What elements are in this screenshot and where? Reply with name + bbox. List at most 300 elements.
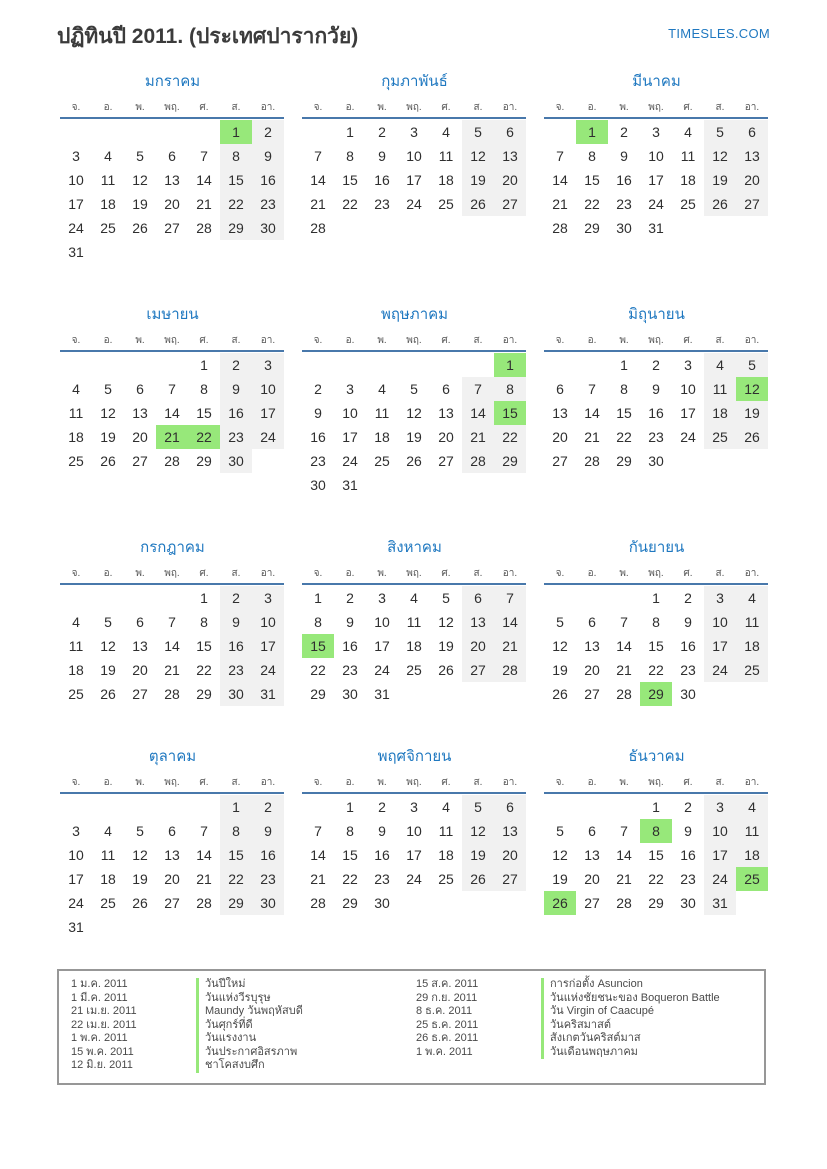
day-header: อา. — [744, 102, 760, 113]
calendar-day-cell: 11 — [374, 405, 390, 421]
site-link[interactable]: TIMESLES.COM — [668, 26, 770, 41]
legend-date: 12 มิ.ย. 2011 — [71, 1059, 133, 1071]
calendar-day-cell: 16 — [680, 847, 696, 863]
calendar-day-cell: 16 — [374, 847, 390, 863]
day-header: จ. — [71, 102, 81, 113]
calendar-day-cell: 18 — [100, 871, 116, 887]
day-header-row — [60, 775, 284, 794]
legend-holiday-name: วัน Virgin of Caacupé — [541, 1005, 654, 1019]
calendar-day-cell: 19 — [462, 843, 494, 867]
calendar-day-cell: 21 — [584, 429, 600, 445]
calendar-day-cell: 24 — [406, 196, 422, 212]
calendar-day-cell: 19 — [462, 168, 494, 192]
calendar-day-cell: 29 — [196, 686, 212, 702]
month-days — [60, 353, 284, 473]
calendar-day-cell: 4 — [684, 124, 692, 140]
calendar-day-cell: 21 — [616, 662, 632, 678]
calendar-day-cell: 21 — [156, 425, 188, 449]
day-header: ศ. — [199, 777, 209, 788]
calendar-day-cell: 17 — [406, 172, 422, 188]
calendar-day-cell: 30 — [680, 686, 696, 702]
calendar-day-cell: 12 — [736, 377, 768, 401]
calendar-day-cell: 28 — [462, 449, 494, 473]
calendar-day-cell: 14 — [616, 847, 632, 863]
calendar-day-cell: 26 — [100, 686, 116, 702]
day-header-row — [60, 100, 284, 119]
day-header: พ. — [135, 335, 145, 346]
calendar-day-cell: 17 — [374, 638, 390, 654]
calendar-day-cell: 30 — [374, 895, 390, 911]
calendar-day-cell: 8 — [588, 148, 596, 164]
calendar-day-cell: 9 — [378, 148, 386, 164]
calendar-day-cell: 2 — [252, 120, 284, 144]
month-title: มิถุนายน — [628, 306, 685, 323]
day-header: พฤ. — [406, 777, 422, 788]
calendar-day-cell: 23 — [680, 871, 696, 887]
calendar-day-cell: 5 — [136, 823, 144, 839]
calendar-day-cell: 23 — [374, 196, 390, 212]
day-header: อ. — [587, 568, 597, 579]
day-header: พฤ. — [164, 335, 180, 346]
calendar-day-cell: 21 — [310, 196, 326, 212]
day-header-row — [60, 333, 284, 352]
day-header: ส. — [715, 102, 725, 113]
calendar-day-cell: 14 — [552, 172, 568, 188]
calendar-day-cell: 5 — [556, 614, 564, 630]
empty-cell — [302, 795, 334, 819]
month-days — [302, 353, 526, 497]
month-block — [539, 69, 774, 240]
day-header: อ. — [103, 777, 113, 788]
calendar-day-cell: 16 — [342, 638, 358, 654]
calendar-day-cell: 2 — [378, 124, 386, 140]
empty-cell — [124, 586, 156, 610]
day-header: ศ. — [441, 102, 451, 113]
month-days — [302, 795, 526, 915]
calendar-day-cell: 8 — [200, 381, 208, 397]
day-header: พฤ. — [406, 568, 422, 579]
month-block — [297, 302, 532, 497]
month-block — [55, 535, 290, 706]
calendar-day-cell: 2 — [346, 590, 354, 606]
calendar-day-cell: 17 — [342, 429, 358, 445]
calendar-day-cell: 16 — [220, 634, 252, 658]
day-header: อ. — [345, 335, 355, 346]
calendar-day-cell: 5 — [104, 614, 112, 630]
calendar-day-cell: 4 — [704, 353, 736, 377]
calendar-day-cell: 13 — [132, 638, 148, 654]
calendar-day-cell: 12 — [132, 847, 148, 863]
calendar-day-cell: 15 — [342, 847, 358, 863]
legend-date: 22 เม.ย. 2011 — [71, 1018, 137, 1031]
calendar-day-cell: 28 — [584, 453, 600, 469]
legend-item — [71, 1005, 416, 1019]
calendar-day-cell: 26 — [462, 192, 494, 216]
legend-date: 25 ธ.ค. 2011 — [416, 1018, 479, 1031]
calendar-day-cell: 15 — [196, 638, 212, 654]
legend-holiday-name: วันประกาศอิสรภาพ — [196, 1046, 297, 1060]
day-header: พฤ. — [406, 335, 422, 346]
month-title: กันยายน — [628, 539, 685, 556]
calendar-day-cell: 18 — [374, 429, 390, 445]
legend-item — [416, 1046, 756, 1060]
calendar-day-cell: 9 — [220, 377, 252, 401]
calendar-day-cell: 29 — [196, 453, 212, 469]
calendar-day-cell: 28 — [616, 895, 632, 911]
legend-holiday-name: วันแรงงาน — [196, 1032, 256, 1046]
month-days — [60, 120, 284, 264]
calendar-day-cell: 8 — [620, 381, 628, 397]
calendar-day-cell: 23 — [220, 425, 252, 449]
calendar-day-cell: 4 — [442, 124, 450, 140]
calendar-day-cell: 11 — [100, 172, 116, 188]
day-header: ส. — [231, 102, 241, 113]
calendar-day-cell: 24 — [648, 196, 664, 212]
calendar-day-cell: 14 — [164, 405, 180, 421]
empty-cell — [92, 795, 124, 819]
calendar-day-cell: 7 — [200, 823, 208, 839]
day-header-row — [60, 566, 284, 585]
day-header: พ. — [377, 568, 387, 579]
calendar-day-cell: 18 — [680, 172, 696, 188]
empty-cell — [608, 795, 640, 819]
calendar-day-cell: 4 — [378, 381, 386, 397]
calendar-day-cell: 23 — [252, 192, 284, 216]
calendar-day-cell: 31 — [648, 220, 664, 236]
calendar-day-cell: 7 — [314, 148, 322, 164]
calendar-day-cell: 2 — [652, 357, 660, 373]
day-header: ส. — [473, 335, 483, 346]
calendar-day-cell: 10 — [680, 381, 696, 397]
day-header: พ. — [619, 335, 629, 346]
empty-cell — [92, 586, 124, 610]
calendar-day-cell: 2 — [378, 799, 386, 815]
calendar-day-cell: 29 — [220, 216, 252, 240]
calendar-day-cell: 11 — [438, 148, 454, 164]
calendar-day-cell: 10 — [704, 610, 736, 634]
legend-date: 1 มี.ค. 2011 — [71, 991, 128, 1004]
calendar-day-cell: 31 — [68, 244, 84, 260]
legend-holiday-name: วันปีใหม่ — [196, 978, 246, 992]
legend-holiday-name: วันเดือนพฤษภาคม — [541, 1046, 638, 1060]
calendar-day-cell: 12 — [462, 144, 494, 168]
empty-cell — [544, 795, 576, 819]
calendar-day-cell: 4 — [736, 795, 768, 819]
day-header: พ. — [135, 102, 145, 113]
calendar-day-cell: 29 — [640, 682, 672, 706]
empty-cell — [576, 353, 608, 377]
day-header: ส. — [473, 777, 483, 788]
day-header-row — [544, 775, 768, 794]
calendar-day-cell: 28 — [164, 453, 180, 469]
day-header: ส. — [473, 102, 483, 113]
calendar-day-cell: 13 — [438, 405, 454, 421]
calendar-day-cell: 21 — [196, 871, 212, 887]
calendar-day-cell: 5 — [462, 120, 494, 144]
day-header: อา. — [744, 335, 760, 346]
day-header: จ. — [313, 102, 323, 113]
day-header: จ. — [313, 777, 323, 788]
calendar-day-cell: 6 — [442, 381, 450, 397]
calendar-day-cell: 22 — [310, 662, 326, 678]
calendar-day-cell: 26 — [438, 662, 454, 678]
calendar-day-cell: 12 — [132, 172, 148, 188]
calendar-day-cell: 13 — [132, 405, 148, 421]
calendar-day-cell: 7 — [494, 586, 526, 610]
day-header-row — [302, 775, 526, 794]
empty-cell — [124, 120, 156, 144]
day-header: พฤ. — [406, 102, 422, 113]
calendar-day-cell: 10 — [252, 377, 284, 401]
empty-cell — [576, 586, 608, 610]
calendar-day-cell: 23 — [342, 662, 358, 678]
calendar-day-cell: 17 — [680, 405, 696, 421]
day-header: พฤ. — [164, 777, 180, 788]
calendar-day-cell: 9 — [652, 381, 660, 397]
calendar-day-cell: 21 — [616, 871, 632, 887]
legend-item — [416, 1005, 756, 1019]
month-block — [55, 69, 290, 264]
calendar-day-cell: 3 — [72, 148, 80, 164]
calendar-day-cell: 2 — [620, 124, 628, 140]
month-block — [297, 535, 532, 706]
day-header: อา. — [502, 777, 518, 788]
day-header: จ. — [71, 568, 81, 579]
calendar-day-cell: 28 — [196, 895, 212, 911]
calendar-day-cell: 6 — [588, 823, 596, 839]
empty-cell — [92, 353, 124, 377]
calendar-day-cell: 7 — [168, 614, 176, 630]
calendar-day-cell: 22 — [188, 425, 220, 449]
calendar-day-cell: 18 — [704, 401, 736, 425]
calendar-day-cell: 1 — [576, 120, 608, 144]
day-header: พฤ. — [648, 568, 664, 579]
calendar-day-cell: 7 — [314, 823, 322, 839]
month-days — [544, 353, 768, 473]
calendar-day-cell: 28 — [164, 686, 180, 702]
calendar-day-cell: 24 — [342, 453, 358, 469]
empty-cell — [156, 795, 188, 819]
empty-cell — [544, 353, 576, 377]
calendar-day-cell: 11 — [100, 847, 116, 863]
day-header: ศ. — [683, 102, 693, 113]
calendar-day-cell: 6 — [136, 614, 144, 630]
empty-cell — [60, 586, 92, 610]
calendar-day-cell: 1 — [346, 799, 354, 815]
calendar-day-cell: 14 — [310, 172, 326, 188]
calendar-day-cell: 22 — [196, 662, 212, 678]
calendar-day-cell: 30 — [220, 682, 252, 706]
calendar-day-cell: 26 — [406, 453, 422, 469]
calendar-day-cell: 12 — [552, 638, 568, 654]
day-header: ศ. — [199, 335, 209, 346]
legend-item — [71, 992, 416, 1006]
month-days — [60, 795, 284, 939]
calendar-day-cell: 14 — [462, 401, 494, 425]
calendar-day-cell: 14 — [616, 638, 632, 654]
calendar-day-cell: 24 — [704, 867, 736, 891]
calendar-day-cell: 25 — [374, 453, 390, 469]
calendar-day-cell: 11 — [68, 405, 84, 421]
month-block — [539, 744, 774, 915]
empty-cell — [576, 795, 608, 819]
calendar-day-cell: 25 — [68, 686, 84, 702]
calendar-day-cell: 27 — [132, 453, 148, 469]
day-header: จ. — [555, 102, 565, 113]
calendar-day-cell: 20 — [584, 871, 600, 887]
day-header: อ. — [103, 102, 113, 113]
legend-item — [71, 1059, 416, 1073]
month-days — [302, 120, 526, 240]
calendar-day-cell: 10 — [704, 819, 736, 843]
calendar-day-cell: 14 — [196, 172, 212, 188]
calendar-day-cell: 24 — [68, 895, 84, 911]
calendar-day-cell: 27 — [584, 895, 600, 911]
calendar-day-cell: 16 — [680, 638, 696, 654]
month-title: พฤษภาคม — [380, 306, 449, 323]
calendar-day-cell: 13 — [584, 847, 600, 863]
calendar-day-cell: 19 — [132, 871, 148, 887]
calendar-day-cell: 31 — [374, 686, 390, 702]
day-header: พ. — [619, 568, 629, 579]
calendar-day-cell: 4 — [104, 823, 112, 839]
calendar-day-cell: 27 — [494, 867, 526, 891]
day-header: ส. — [231, 568, 241, 579]
calendar-day-cell: 17 — [648, 172, 664, 188]
calendar-day-cell: 18 — [68, 429, 84, 445]
calendar-day-cell: 19 — [132, 196, 148, 212]
calendar-day-cell: 19 — [100, 662, 116, 678]
month-title: กุมภาพันธ์ — [381, 73, 448, 90]
calendar-day-cell: 17 — [704, 634, 736, 658]
calendar-day-cell: 21 — [494, 634, 526, 658]
calendar-day-cell: 16 — [648, 405, 664, 421]
empty-cell — [124, 795, 156, 819]
legend-date: 8 ธ.ค. 2011 — [416, 1005, 473, 1017]
calendar-day-cell: 9 — [252, 144, 284, 168]
calendar-day-cell: 3 — [378, 590, 386, 606]
calendar-day-cell: 22 — [616, 429, 632, 445]
calendar-day-cell: 20 — [494, 168, 526, 192]
calendar-day-cell: 7 — [620, 823, 628, 839]
calendar-day-cell: 13 — [494, 144, 526, 168]
calendar-day-cell: 22 — [220, 192, 252, 216]
empty-cell — [156, 120, 188, 144]
calendar-day-cell: 17 — [68, 871, 84, 887]
calendar-day-cell: 15 — [648, 638, 664, 654]
empty-cell — [156, 353, 188, 377]
day-header: ศ. — [441, 335, 451, 346]
month-title: เมษายน — [146, 306, 199, 323]
calendar-day-cell: 4 — [104, 148, 112, 164]
calendar-day-cell: 3 — [72, 823, 80, 839]
calendar-day-cell: 6 — [588, 614, 596, 630]
calendar-day-cell: 9 — [314, 405, 322, 421]
day-header: อ. — [587, 102, 597, 113]
calendar-day-cell: 16 — [616, 172, 632, 188]
month-title: มกราคม — [144, 73, 201, 90]
calendar-day-cell: 29 — [616, 453, 632, 469]
calendar-day-cell: 14 — [164, 638, 180, 654]
day-header: ศ. — [683, 777, 693, 788]
calendar-day-cell: 15 — [220, 843, 252, 867]
calendar-day-cell: 23 — [220, 658, 252, 682]
day-header: ส. — [715, 777, 725, 788]
calendar-day-cell: 11 — [68, 638, 84, 654]
calendar-day-cell: 12 — [100, 405, 116, 421]
day-header: จ. — [555, 335, 565, 346]
calendar-day-cell: 2 — [314, 381, 322, 397]
day-header: อ. — [103, 568, 113, 579]
calendar-day-cell: 29 — [310, 686, 326, 702]
calendar-day-cell: 23 — [252, 867, 284, 891]
calendar-day-cell: 12 — [406, 405, 422, 421]
calendar-day-cell: 13 — [584, 638, 600, 654]
calendar-day-cell: 13 — [736, 144, 768, 168]
calendar-day-cell: 20 — [164, 871, 180, 887]
calendar-day-cell: 24 — [68, 220, 84, 236]
legend-holiday-name: วันคริสมาสต์ — [541, 1019, 611, 1033]
day-header: ศ. — [199, 102, 209, 113]
calendar-day-cell: 11 — [438, 823, 454, 839]
calendar-day-cell: 21 — [196, 196, 212, 212]
calendar-day-cell: 9 — [684, 823, 692, 839]
day-header: จ. — [71, 335, 81, 346]
day-header: พ. — [135, 568, 145, 579]
legend-item — [71, 1032, 416, 1046]
calendar-day-cell: 13 — [462, 610, 494, 634]
calendar-day-cell: 17 — [252, 634, 284, 658]
calendar-day-cell: 7 — [588, 381, 596, 397]
calendar-day-cell: 14 — [494, 610, 526, 634]
month-title: มีนาคม — [632, 73, 681, 90]
calendar-day-cell: 1 — [220, 795, 252, 819]
calendar-day-cell: 22 — [648, 871, 664, 887]
calendar-day-cell: 4 — [442, 799, 450, 815]
calendar-day-cell: 10 — [648, 148, 664, 164]
calendar-day-cell: 3 — [704, 795, 736, 819]
calendar-day-cell: 6 — [556, 381, 564, 397]
day-header: อา. — [744, 568, 760, 579]
day-header: พ. — [619, 102, 629, 113]
legend-holiday-name: วันศุกร์ที่ดี — [196, 1019, 253, 1033]
day-header: อ. — [345, 102, 355, 113]
calendar-day-cell: 30 — [252, 216, 284, 240]
calendar-day-cell: 19 — [736, 401, 768, 425]
calendar-day-cell: 2 — [684, 799, 692, 815]
calendar-day-cell: 25 — [736, 658, 768, 682]
day-header: อา. — [260, 102, 276, 113]
legend-item — [416, 992, 756, 1006]
calendar-day-cell: 3 — [252, 586, 284, 610]
month-block — [55, 744, 290, 939]
calendar-day-cell: 26 — [736, 425, 768, 449]
day-header: ศ. — [441, 568, 451, 579]
calendar-day-cell: 5 — [410, 381, 418, 397]
calendar-day-cell: 19 — [552, 871, 568, 887]
day-header: พฤ. — [648, 102, 664, 113]
day-header: อ. — [587, 777, 597, 788]
calendar-day-cell: 2 — [252, 795, 284, 819]
calendar-day-cell: 22 — [342, 196, 358, 212]
legend-item — [416, 978, 756, 992]
day-header: อา. — [260, 335, 276, 346]
legend-item — [416, 1032, 756, 1046]
calendar-day-cell: 9 — [684, 614, 692, 630]
calendar-day-cell: 5 — [104, 381, 112, 397]
calendar-day-cell: 7 — [556, 148, 564, 164]
calendar-day-cell: 13 — [164, 172, 180, 188]
